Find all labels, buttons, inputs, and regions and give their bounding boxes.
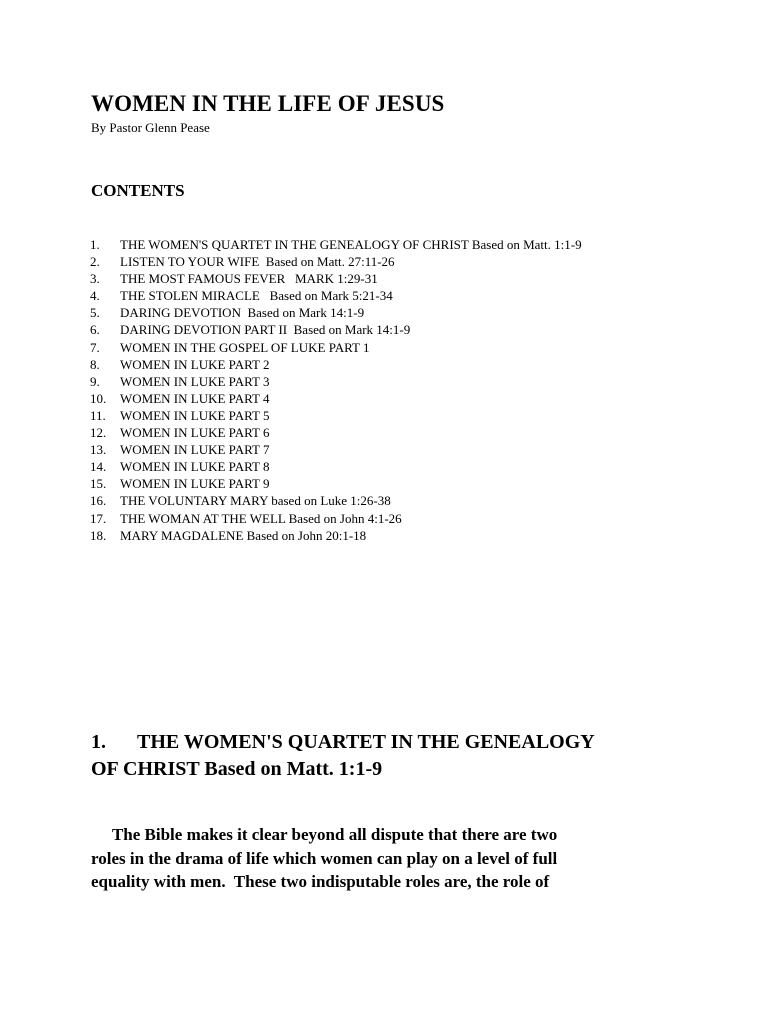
toc-item[interactable] (90, 304, 582, 321)
chapter-heading (91, 729, 711, 783)
toc-item-title: WOMEN IN LUKE PART 6 (120, 425, 270, 441)
table-of-contents (90, 236, 582, 544)
toc-item-title: WOMEN IN LUKE PART 8 (120, 459, 270, 475)
toc-item-number: 7. (90, 339, 100, 355)
toc-item[interactable] (90, 510, 582, 527)
toc-item-title: LISTEN TO YOUR WIFE Based on Matt. 27:11-26 (120, 254, 395, 270)
toc-item[interactable] (90, 356, 582, 373)
toc-item[interactable] (90, 424, 582, 441)
body-line: equality with men. These two indisputable roles are, the role of (91, 872, 550, 891)
toc-item-title: THE WOMEN'S QUARTET IN THE GENEALOGY OF CHRIST Based on Matt. 1:1-9 (120, 237, 582, 252)
toc-item-number: 1. (90, 237, 100, 252)
toc-item[interactable] (90, 253, 582, 270)
toc-item-title: WOMEN IN LUKE PART 9 (120, 476, 270, 492)
toc-item-number: 16. (90, 493, 107, 509)
toc-item[interactable] (90, 458, 582, 475)
toc-item-title: WOMEN IN THE GOSPEL OF LUKE PART 1 (120, 339, 370, 355)
toc-item-title: WOMEN IN LUKE PART 4 (120, 390, 270, 406)
contents-heading: CONTENTS (91, 181, 185, 200)
toc-item-title: THE VOLUNTARY MARY based on Luke 1:26-38 (120, 493, 391, 509)
toc-item-number: 9. (90, 373, 100, 389)
toc-item-title: WOMEN IN LUKE PART 2 (120, 356, 270, 372)
toc-item[interactable] (90, 321, 582, 338)
chapter-body-paragraph (91, 823, 691, 894)
toc-item[interactable] (90, 236, 582, 253)
toc-item-title: WOMEN IN LUKE PART 3 (120, 373, 270, 389)
toc-item-number: 18. (90, 527, 107, 543)
toc-item-number: 15. (90, 476, 107, 492)
toc-item-number: 10. (90, 390, 107, 406)
document-author: By Pastor Glenn Pease (91, 120, 210, 135)
document-title: WOMEN IN THE LIFE OF JESUS (91, 91, 445, 116)
toc-item[interactable] (90, 475, 582, 492)
toc-item-number: 12. (90, 425, 107, 441)
toc-item-number: 2. (90, 254, 100, 270)
toc-item[interactable] (90, 287, 582, 304)
body-line: The Bible makes it clear beyond all dispute that there are two (91, 825, 558, 844)
toc-item[interactable] (90, 492, 582, 509)
toc-item[interactable] (90, 407, 582, 424)
chapter-title-line-2: OF CHRIST Based on Matt. 1:1-9 (91, 758, 383, 780)
toc-item-number: 6. (90, 322, 100, 338)
toc-item[interactable] (90, 270, 582, 287)
toc-item-number: 3. (90, 271, 100, 287)
toc-item-title: THE WOMAN AT THE WELL Based on John 4:1-26 (120, 510, 402, 526)
toc-item-number: 5. (90, 305, 100, 321)
toc-item-title: THE MOST FAMOUS FEVER MARK 1:29-31 (120, 271, 378, 287)
chapter-title-line-1: THE WOMEN'S QUARTET IN THE GENEALOGY (137, 731, 595, 753)
toc-item[interactable] (90, 441, 582, 458)
toc-item-title: DARING DEVOTION Based on Mark 14:1-9 (120, 305, 365, 321)
toc-item-number: 4. (90, 288, 100, 304)
toc-item-title: WOMEN IN LUKE PART 5 (120, 407, 270, 423)
toc-item-title: DARING DEVOTION PART II Based on Mark 14:1-9 (120, 322, 411, 338)
toc-item[interactable] (90, 390, 582, 407)
toc-item[interactable] (90, 527, 582, 544)
toc-item-number: 17. (90, 510, 107, 526)
chapter-number: 1. (91, 731, 106, 753)
toc-item-number: 13. (90, 442, 107, 458)
toc-item-title: THE STOLEN MIRACLE Based on Mark 5:21-34 (120, 288, 393, 304)
toc-item[interactable] (90, 373, 582, 390)
toc-item[interactable] (90, 339, 582, 356)
body-line: roles in the drama of life which women can play on a level of full (91, 848, 558, 868)
toc-item-number: 14. (90, 459, 107, 475)
toc-item-number: 8. (90, 356, 100, 372)
toc-item-title: MARY MAGDALENE Based on John 20:1-18 (120, 527, 367, 543)
toc-item-number: 11. (90, 407, 106, 423)
toc-item-title: WOMEN IN LUKE PART 7 (120, 442, 270, 458)
